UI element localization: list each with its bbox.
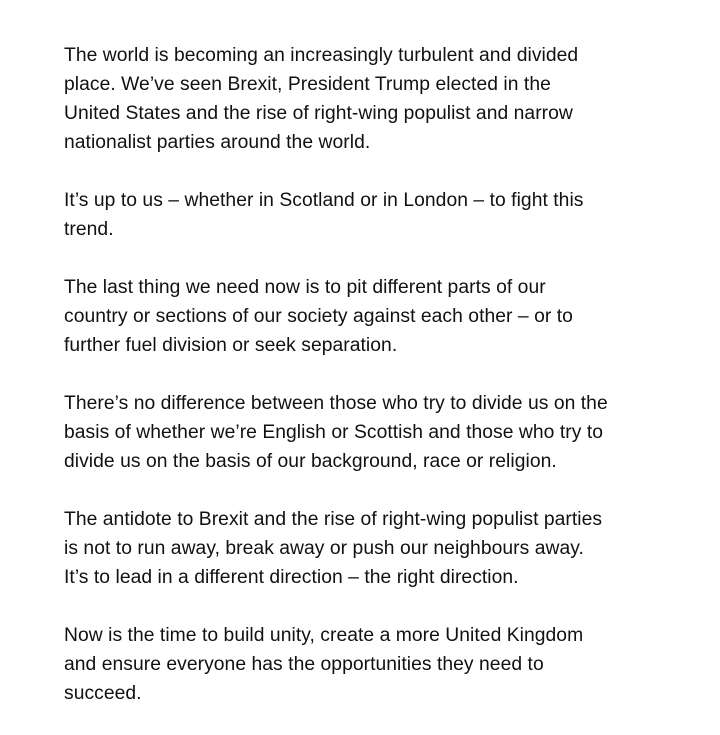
- text-line: nationalist parties around the world.: [64, 132, 371, 153]
- text-line: The world is becoming an increasingly turbulent and divided: [64, 45, 579, 66]
- text-line: It’s to lead in a different direction – the right direction.: [64, 567, 519, 588]
- text-line: There’s no difference between those who try to divide us on the: [64, 393, 608, 414]
- text-line: The last thing we need now is to pit different parts of our: [64, 277, 546, 298]
- document-body: [64, 41, 664, 708]
- text-line: country or sections of our society against each other – or to: [64, 306, 573, 327]
- paragraph-3: [64, 273, 664, 360]
- paragraph-1: [64, 41, 664, 157]
- text-line: Now is the time to build unity, create a more United Kingdom: [64, 625, 584, 646]
- text-line: United States and the rise of right-wing populist and narrow: [64, 103, 573, 124]
- text-line: basis of whether we’re English or Scottish and those who try to: [64, 422, 604, 443]
- paragraph-5: [64, 505, 664, 592]
- text-line: trend.: [64, 219, 114, 240]
- text-line: is not to run away, break away or push our neighbours away.: [64, 538, 584, 559]
- text-line: place. We’ve seen Brexit, President Trump elected in the: [64, 74, 551, 95]
- text-line: and ensure everyone has the opportunities they need to: [64, 654, 544, 675]
- text-line: succeed.: [64, 683, 142, 704]
- text-line: further fuel division or seek separation.: [64, 335, 398, 356]
- text-line: It’s up to us – whether in Scotland or in London – to fight this: [64, 190, 584, 211]
- text-line: The antidote to Brexit and the rise of right-wing populist parties: [64, 509, 603, 530]
- paragraph-4: [64, 389, 664, 476]
- paragraph-2: [64, 186, 664, 244]
- paragraph-6: [64, 621, 664, 708]
- text-line: divide us on the basis of our background, race or religion.: [64, 451, 557, 472]
